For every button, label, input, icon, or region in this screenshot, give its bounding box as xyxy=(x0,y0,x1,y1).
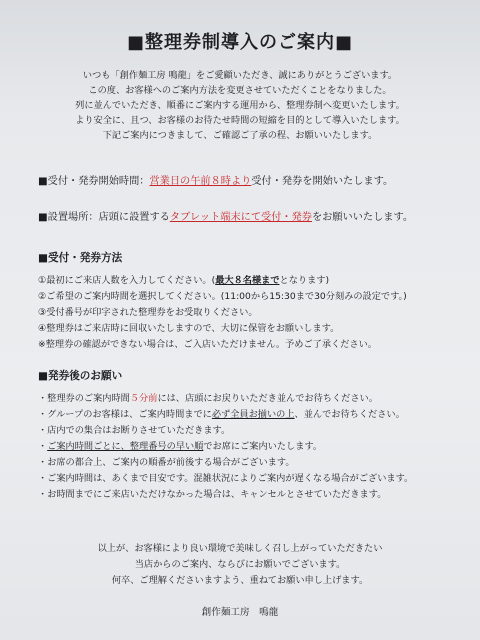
method-line-3: ③受付番号が印字された整理券をお受取りください。 xyxy=(38,307,258,318)
after-line-1-post: には、店頭にお戻りいただき並んでお待ちください。 xyxy=(157,393,378,404)
after-line-3: ・店内での集合はお断りさせていただきます。 xyxy=(38,425,231,436)
after-line-1-pre: ・整理券のご案内時間 xyxy=(38,393,130,404)
after-line-5: ・お席の都合上、ご案内の順番が前後する場合がございます。 xyxy=(38,457,295,468)
after-line-7: ・お時間までにご来店いただけなかった場合は、キャンセルとさせていただきます。 xyxy=(38,489,387,500)
after-line-4-post: でお席にご案内いたします。 xyxy=(203,441,323,452)
after-line-2-ul: 必ず全員お揃いの上 xyxy=(211,409,295,420)
method-line-1-bold: 最大８名様まで xyxy=(215,275,280,286)
place-highlight: タブレット端末にて受付・発券 xyxy=(169,212,312,223)
after-line-1-red: ５分前 xyxy=(129,393,158,404)
method-line-2: ②ご希望のご案内時間を選択してください。(11:00から15:30まで30分刻みの設定です。) xyxy=(38,291,407,302)
method-line-1-post: となります) xyxy=(279,275,330,286)
after-line-6: ・ご案内時間は、あくまで目安です。混雑状況によりご案内が遅くなる場合がございます。 xyxy=(38,473,414,484)
closing-line-3: 何卒、ご理解くださいますよう、重ねてお願い申し上げます。 xyxy=(111,575,369,586)
place-line xyxy=(38,208,413,223)
after-heading: ■発券後のお願い xyxy=(38,370,123,382)
method-line-1 xyxy=(38,272,329,286)
closing-line-2: 当店からのご案内、ならびにお願いでございます。 xyxy=(134,559,346,570)
after-line-4 xyxy=(38,438,322,452)
intro-line-5: 下記ご案内につきまして、ご確認ご了承の程、お願いいたします。 xyxy=(102,130,378,141)
hours-prefix: ■受付・発券開始時間： xyxy=(38,176,150,187)
hours-line xyxy=(38,172,393,187)
intro-line-1: いつも「創作麺工房 鳴龍」をご愛顧いただき、誠にありがとうございます。 xyxy=(82,70,398,81)
closing-line-1: 以上が、お客様により良い環境で美味しく召し上がっていただきたい xyxy=(97,543,383,554)
intro-line-3: 列に並んでいただき、順番にご案内する運用から、整理券制へ変更いたします。 xyxy=(75,100,405,111)
method-heading: ■受付・発券方法 xyxy=(38,252,123,264)
method-line-5: ※整理券の確認ができない場合は、ご入店いただけません。予めご了承ください。 xyxy=(38,339,377,350)
intro-line-2: この度、お客様へのご案内方法を変更させていただくことをなりました。 xyxy=(88,85,392,96)
place-prefix: ■設置場所：店頭に設置する xyxy=(38,212,170,223)
after-line-2-post: 、並んでお待ちください。 xyxy=(294,409,405,420)
hours-highlight: 営業日の午前８時より xyxy=(149,176,252,187)
after-line-2 xyxy=(38,406,405,420)
method-line-4: ④整理券はご来店時に回収いたしますので、大切に保管をお願いします。 xyxy=(38,323,340,334)
method-line-1-pre: ①最初にご来店人数を入力してください。( xyxy=(38,275,216,286)
signature: 創作麺工房 鳴龍 xyxy=(201,607,279,618)
notice-title: ■整理券制導入のご案内■ xyxy=(126,32,353,53)
hours-suffix: 受付・発券を開始いたします。 xyxy=(251,176,394,187)
after-line-2-pre: ・グループのお客様は、ご案内時間までに xyxy=(38,409,212,420)
place-suffix: をお願いいたします。 xyxy=(312,212,414,223)
after-line-1 xyxy=(38,390,378,404)
after-line-4-pre: ・ xyxy=(38,441,48,452)
intro-line-4: より安全に、且つ、お客様のお待たせ時間の短縮を目的として導入いたします。 xyxy=(75,115,405,126)
after-line-4-ul: ご案内時間ごとに、整理番号の早い順 xyxy=(47,441,204,452)
